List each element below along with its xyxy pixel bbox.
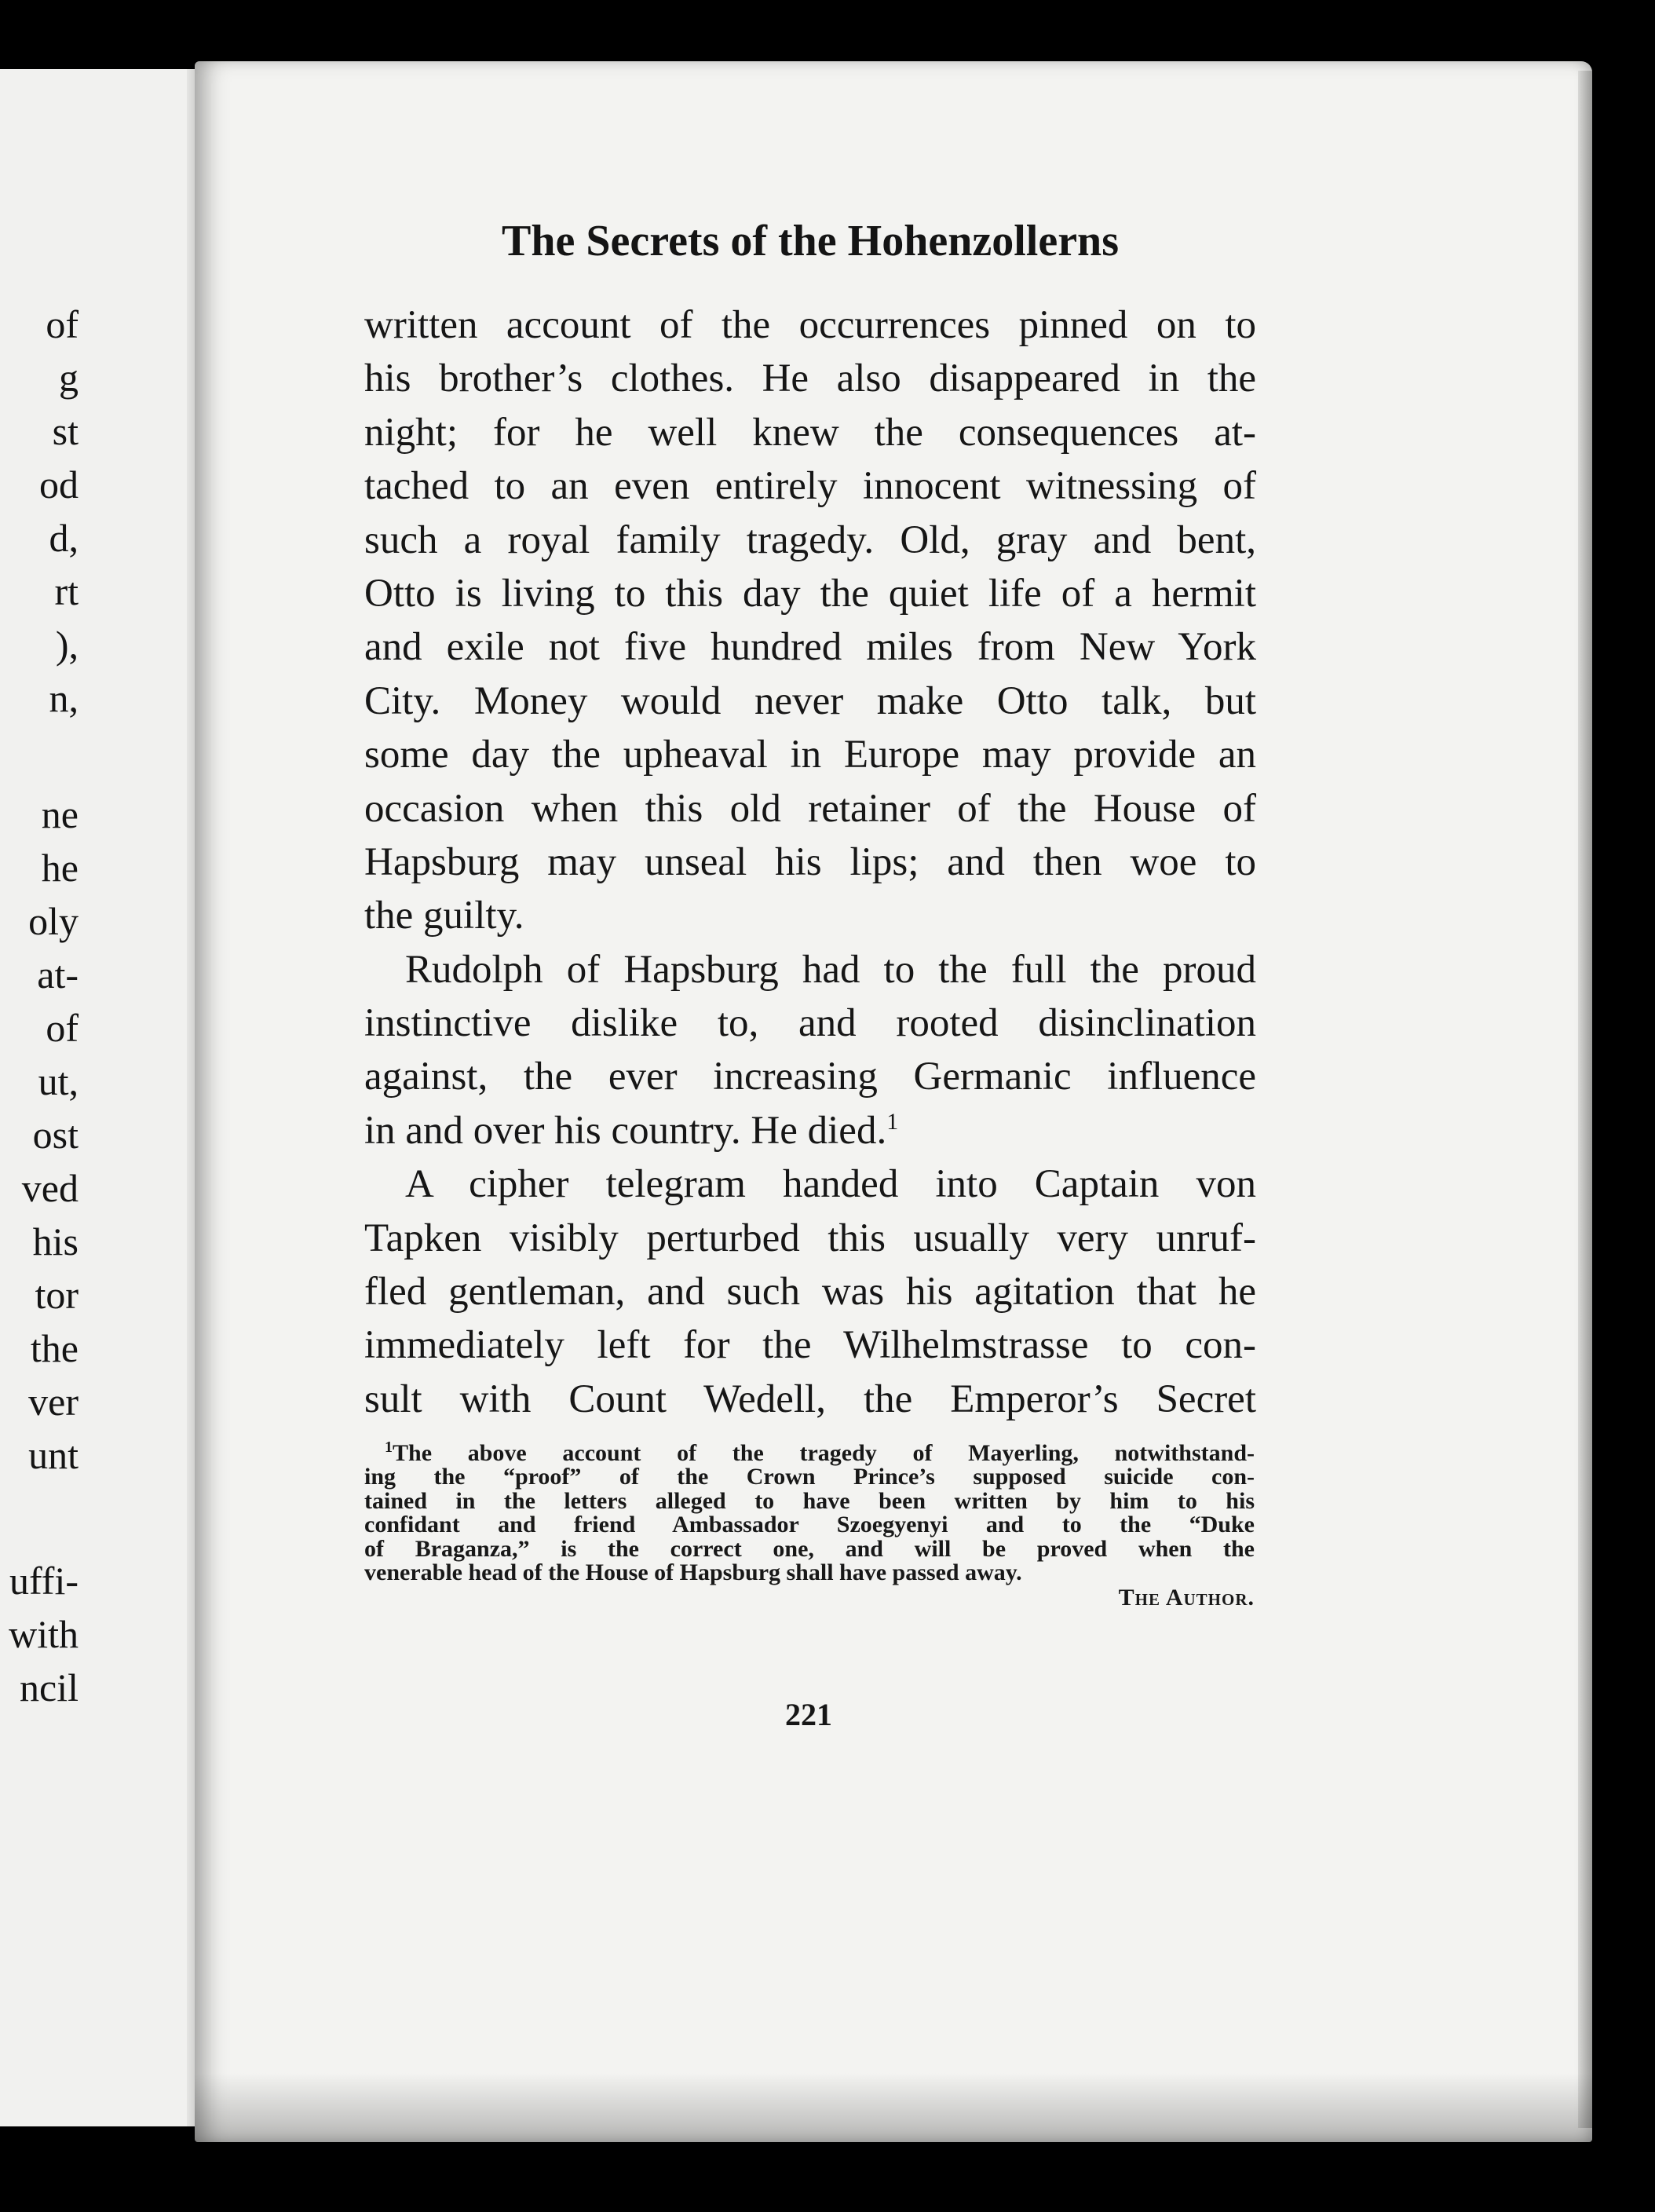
left-fragment: od [39,463,79,506]
left-fragment: with [9,1612,79,1656]
footnote-signature: The Author. [1118,1585,1255,1611]
left-fragment: d, [49,516,79,560]
footnote-line: ing the “proof” of the Crown Prince’s supposed suicide con- [364,1464,1255,1490]
body-line: Hapsburg may unseal his lips; and then woe to [364,839,1256,884]
footnote-line: tained in the letters alleged to have been written by him to his [364,1487,1255,1514]
body-line: his brother’s clothes. He also disappeared in the [364,356,1256,401]
body-line: and exile not five hundred miles from New York [364,625,1256,670]
body-line: against, the ever increasing Germanic influence [364,1055,1256,1099]
body-line: written account of the occurrences pinned on to [364,303,1256,347]
left-fragment: oly [28,899,79,943]
body-line: Otto is living to this day the quiet life of a hermit [364,571,1256,616]
body-line: Tapken visibly perturbed this usually very unruf- [364,1216,1256,1260]
footnote-reference[interactable]: 1 [886,1108,899,1135]
page-number: 221 [785,1697,832,1732]
footnote-line: of Braganza,” is the correct one, and will be proved when the [364,1535,1255,1562]
body-line: sult with Count Wedell, the Emperor’s Secret [364,1377,1256,1421]
body-line: City. Money would never make Otto talk, but [364,678,1256,723]
footnote-line-first [364,1439,1255,1466]
left-fragment: the [30,1326,79,1370]
paragraph-start: A cipher telegram handed into Captain von [405,1162,1256,1207]
body-line: instinctive dislike to, and rooted disinclination [364,1001,1256,1046]
left-fragment: ut, [38,1059,79,1103]
body-line: occasion when this old retainer of the House of [364,786,1256,831]
paragraph-start: Rudolph of Hapsburg had to the full the proud [405,947,1256,992]
body-line: the guilty. [364,894,524,938]
left-fragment: rt [54,569,79,613]
footnote-text: The above account of the tragedy of Mayerling, notwithstand- [393,1440,1255,1466]
left-fragment: of [46,1006,79,1050]
left-fragment: unt [28,1433,79,1477]
body-line: fled gentleman, and such was his agitation that he [364,1270,1256,1314]
body-line-with-note [364,1104,1256,1157]
body-line: night; for he well knew the consequences at- [364,410,1256,455]
left-fragment: g [59,356,79,400]
page-bottom-shadow [195,2073,1592,2142]
footnote-marker: 1 [385,1439,393,1456]
left-fragment: of [46,302,79,346]
left-fragment: ), [55,623,79,667]
left-fragment: uffi- [9,1559,79,1603]
left-fragment: at- [37,952,79,996]
footnote-line: confidant and friend Ambassador Szoegyenyi and to the “Duke [364,1512,1255,1538]
body-line: immediately left for the Wilhelmstrasse to con- [364,1323,1256,1368]
left-fragment: his [32,1219,79,1263]
footnote [364,1439,1255,1611]
left-fragment: ved [21,1166,79,1210]
running-head: The Secrets of the Hohenzollerns [502,217,1119,265]
left-fragment: ne [41,792,79,836]
facing-page-left [0,69,214,2126]
left-fragment: tor [35,1273,79,1317]
body-line: such a royal family tragedy. Old, gray and bent, [364,517,1256,562]
footnote-line: venerable head of the House of Hapsburg shall have passed away. [364,1559,1022,1585]
page-edge [1578,71,1592,2128]
body-line-text: in and over his country. He died. [364,1108,887,1153]
body-line: tached to an even entirely innocent witnessing of [364,464,1256,509]
left-fragment: ost [32,1113,79,1157]
body-line: some day the upheaval in Europe may provide an [364,733,1256,777]
body-text [364,298,1256,1426]
left-fragment: n, [49,676,79,720]
left-fragment: he [41,846,79,890]
left-fragment: ncil [20,1665,79,1709]
left-fragment: st [52,409,79,453]
left-fragment: ver [28,1380,79,1424]
